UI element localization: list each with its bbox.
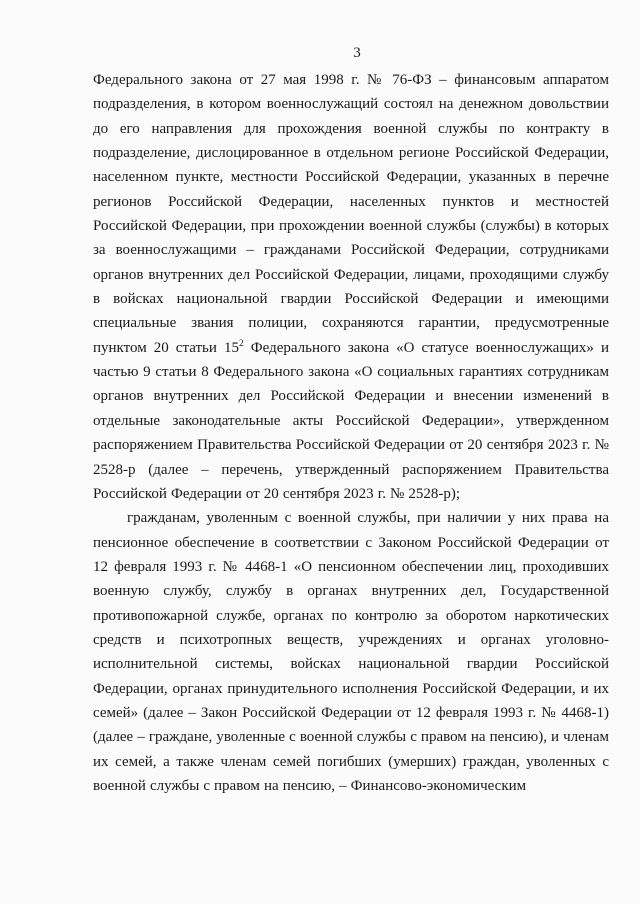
paragraph-1 [93, 68, 609, 506]
paragraph-2 [93, 506, 609, 798]
paragraph-1-text-a: Федерального закона от 27 мая 1998 г. № 76-ФЗ – финансовым аппаратом подразделения, в котором военнослужащий состоял на денежном довольствии до его направления для прохождения военной службы по контракту в подразделение, дислоцированное в отдельном регионе Российской Федерации, населенном пункте, местности Российской Федерации, указанных в перечне регионов Российской Федерации, населенных пунктов и местностей Российской Федерации, при прохождении военной службы (службы) в которых за военнослужащими – гражданами Российской Федерации, сотрудниками органов внутренних дел Российской Федерации, лицами, проходящими службу в войсках национальной гвардии Российской Федерации и имеющими специальные звания полиции, сохраняются гарантии, предусмотренные пунктом 20 статьи 15 [93, 72, 609, 356]
superscript-2: 2 [238, 338, 244, 349]
paragraph-1-text-b: Федерального закона «О статусе военнослужащих» и частью 9 статьи 8 Федерального закона «О социальных гарантиях сотрудникам органов внутренних дел Российской Федерации и внесении изменений в отдельные законодательные акты Российской Федерации», утвержденном распоряжением Правительства Российской Федерации от 20 сентября 2023 г. № 2528-р (далее – перечень, утвержденный распоряжением Правительства Российской Федерации от 20 сентября 2023 г. № 2528-р); [93, 339, 609, 502]
paragraph-2-text: гражданам, уволенным с военной службы, при наличии у них права на пенсионное обеспечение в соответствии с Законом Российской Федерации от 12 февраля 1993 г. № 4468-1 «О пенсионном обеспечении лиц, проходивших военную службу, службу в органах внутренних дел, Государственной противопожарной службе, органах по контролю за оборотом наркотических средств и психотропных веществ, учреждениях и органах уголовно-исполнительной системы, войсках национальной гвардии Российской Федерации, органах принудительного исполнения Российской Федерации, и их семей» (далее – Закон Российской Федерации от 12 февраля 1993 г. № 4468-1) (далее – граждане, уволенные с военной службы с правом на пенсию), и членам их семей, а также членам семей погибших (умерших) граждан, уволенных с военной службы с правом на пенсию, – Финансово-экономическим [93, 510, 609, 794]
page-number: 3 [353, 45, 361, 61]
